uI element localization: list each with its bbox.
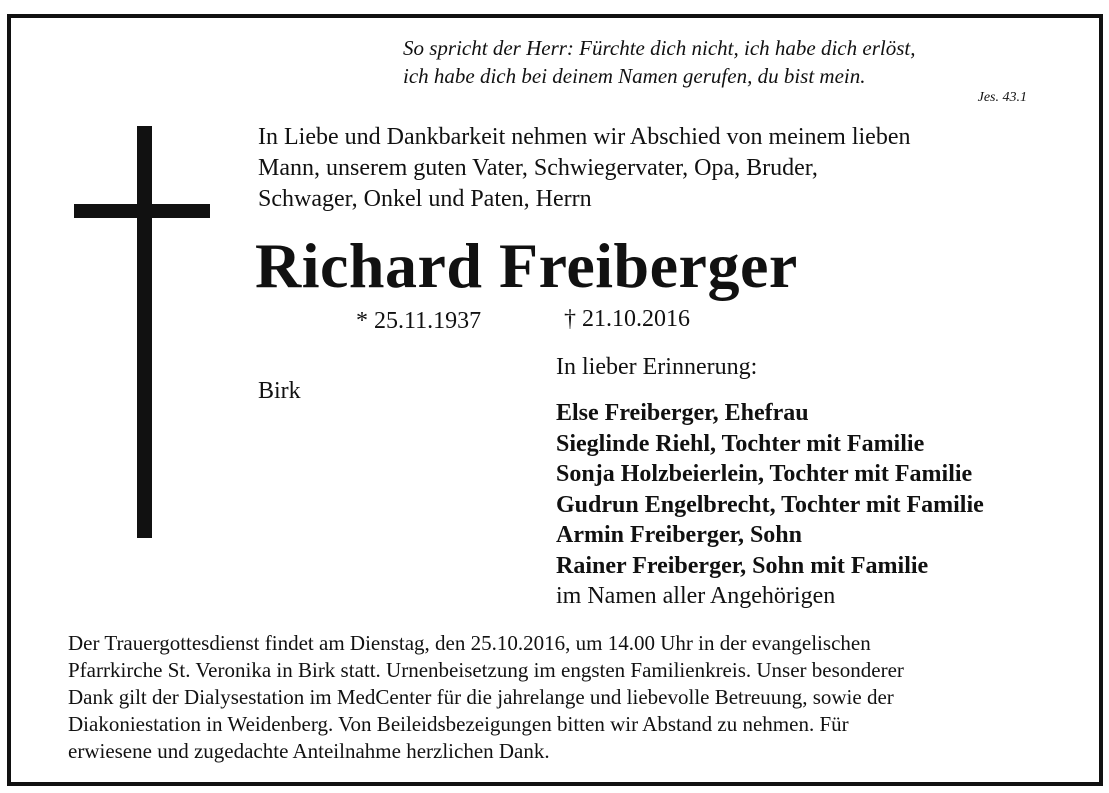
mourner-item: Sonja Holzbeierlein, Tochter mit Familie [556,461,973,487]
intro-text [258,122,910,215]
memory-heading: In lieber Erinnerung: [556,354,758,380]
verse-reference: Jes. 43.1 [977,90,1027,105]
notice-line: erwiesene und zugedachte Anteilnahme herzlichen Dank. [68,739,550,763]
notice-line: Der Trauergottesdienst findet am Dienstag, den 25.10.2016, um 14.00 Uhr in der evangelischen [68,631,871,655]
deceased-name: Richard Freiberger [255,230,798,301]
birth-date: * 25.11.1937 [356,308,482,334]
mourner-item: Else Freiberger, Ehefrau [556,400,809,426]
mourner-item: Sieglinde Riehl, Tochter mit Familie [556,430,925,457]
bible-verse [403,34,915,90]
intro-line: Schwager, Onkel und Paten, Herrn [258,186,592,212]
mourner-item: Armin Freiberger, Sohn [556,522,802,548]
notice-line: Diakoniestation in Weidenberg. Von Beileidsbezeigungen bitten wir Abstand zu nehmen. Für [68,712,849,736]
death-date: † 21.10.2016 [564,306,690,332]
service-notice [68,630,904,765]
obituary-frame [7,14,1103,786]
intro-line: Mann, unserem guten Vater, Schwiegervater, Opa, Bruder, [258,155,818,181]
mourner-item: Gudrun Engelbrecht, Tochter mit Familie [556,491,984,518]
mourner-item: Rainer Freiberger, Sohn mit Familie [556,552,929,579]
cross-icon-beam [74,204,210,218]
cross-icon [137,126,152,538]
verse-line: So spricht der Herr: Fürchte dich nicht, ich habe dich erlöst, [403,36,916,60]
intro-line: In Liebe und Dankbarkeit nehmen wir Abschied von meinem lieben [258,124,911,150]
notice-line: Pfarrkirche St. Veronika in Birk statt. Urnenbeisetzung im engsten Familienkreis. Unser besonderer [68,658,904,682]
verse-line: ich habe dich bei deinem Namen gerufen, du bist mein. [403,64,866,88]
mourner-closing: im Namen aller Angehörigen [556,583,836,609]
notice-line: Dank gilt der Dialysestation im MedCenter für die jahrelange und liebevolle Betreuung, sowie der [68,685,894,709]
place-name: Birk [258,378,301,404]
mourner-list [556,398,984,612]
